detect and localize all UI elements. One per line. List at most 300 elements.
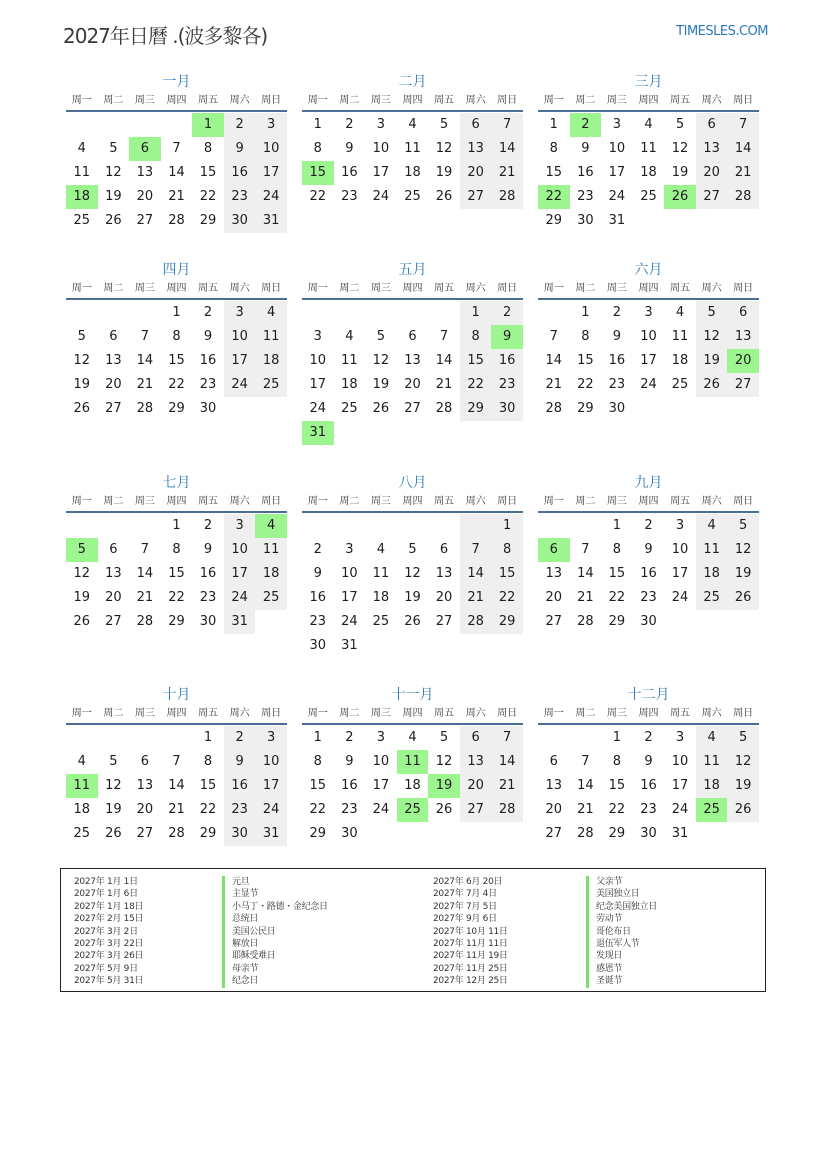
day-cell[interactable]: 31 (608, 213, 626, 228)
day-cell[interactable]: 2 (570, 113, 602, 137)
day-cell[interactable]: 20 (435, 590, 453, 605)
day-cell[interactable]: 15 (608, 566, 626, 581)
day-cell[interactable]: 1 (612, 730, 622, 745)
day-cell[interactable]: 1 (172, 518, 181, 533)
day-cell[interactable]: 18 (640, 165, 657, 180)
day-cell[interactable]: 23 (199, 377, 217, 392)
day-cell[interactable]: 10 (671, 542, 689, 557)
day-cell[interactable]: 10 (608, 141, 626, 156)
day-cell[interactable]: 8 (172, 329, 181, 344)
day-cell[interactable]: 12 (73, 566, 91, 581)
day-cell[interactable]: 21 (435, 377, 453, 392)
day-cell[interactable]: 27 (136, 826, 154, 841)
day-cell[interactable]: 11 (397, 750, 429, 774)
day-cell[interactable]: 7 (491, 113, 523, 137)
day-cell[interactable]: 9 (644, 542, 653, 557)
day-cell[interactable]: 21 (577, 802, 594, 817)
day-cell[interactable]: 29 (168, 614, 185, 629)
day-cell[interactable]: 27 (136, 213, 154, 228)
day-cell[interactable]: 3 (313, 329, 322, 344)
day-cell[interactable]: 15 (302, 161, 334, 185)
day-cell[interactable]: 15 (168, 353, 185, 368)
day-cell[interactable]: 31 (341, 638, 358, 653)
day-cell[interactable]: 31 (671, 826, 689, 841)
day-cell[interactable]: 20 (696, 161, 728, 185)
day-cell[interactable]: 29 (199, 213, 217, 228)
day-cell[interactable]: 21 (491, 161, 523, 185)
day-cell[interactable]: 9 (345, 141, 354, 156)
day-cell[interactable]: 10 (372, 754, 390, 769)
day-cell[interactable]: 1 (549, 117, 558, 132)
day-cell[interactable]: 26 (404, 614, 421, 629)
day-cell[interactable]: 24 (372, 189, 390, 204)
day-cell[interactable]: 25 (696, 586, 728, 610)
day-cell[interactable]: 29 (608, 614, 626, 629)
day-cell[interactable]: 18 (255, 349, 287, 373)
day-cell[interactable]: 8 (549, 141, 558, 156)
day-cell[interactable]: 28 (577, 826, 594, 841)
day-cell[interactable]: 13 (545, 778, 563, 793)
day-cell[interactable]: 24 (224, 586, 256, 610)
day-cell[interactable]: 23 (224, 185, 256, 209)
day-cell[interactable]: 30 (199, 401, 217, 416)
day-cell[interactable]: 22 (608, 802, 626, 817)
day-cell[interactable]: 7 (439, 329, 449, 344)
day-cell[interactable]: 6 (727, 301, 759, 325)
day-cell[interactable]: 5 (727, 726, 759, 750)
day-cell[interactable]: 6 (408, 329, 417, 344)
day-cell[interactable]: 23 (640, 590, 657, 605)
day-cell[interactable]: 31 (302, 421, 334, 445)
day-cell[interactable]: 2 (644, 518, 653, 533)
day-cell[interactable]: 3 (644, 305, 653, 320)
day-cell[interactable]: 26 (435, 802, 453, 817)
day-cell[interactable]: 11 (640, 141, 657, 156)
day-cell[interactable]: 25 (671, 377, 689, 392)
day-cell[interactable]: 4 (696, 514, 728, 538)
day-cell[interactable]: 11 (66, 774, 98, 798)
day-cell[interactable]: 13 (696, 137, 728, 161)
day-cell[interactable]: 18 (341, 377, 358, 392)
day-cell[interactable]: 28 (545, 401, 563, 416)
day-cell[interactable]: 7 (140, 542, 150, 557)
day-cell[interactable]: 28 (491, 798, 523, 822)
day-cell[interactable]: 9 (313, 566, 322, 581)
day-cell[interactable]: 16 (640, 778, 657, 793)
day-cell[interactable]: 11 (73, 165, 91, 180)
day-cell[interactable]: 11 (696, 750, 728, 774)
day-cell[interactable]: 8 (460, 325, 492, 349)
day-cell[interactable]: 5 (696, 301, 728, 325)
day-cell[interactable]: 17 (372, 778, 390, 793)
day-cell[interactable]: 28 (136, 401, 154, 416)
day-cell[interactable]: 18 (671, 353, 689, 368)
day-cell[interactable]: 5 (439, 117, 449, 132)
day-cell[interactable]: 23 (341, 189, 358, 204)
day-cell[interactable]: 10 (671, 754, 689, 769)
day-cell[interactable]: 14 (136, 353, 154, 368)
day-cell[interactable]: 27 (105, 401, 122, 416)
day-cell[interactable]: 26 (105, 826, 122, 841)
day-cell[interactable]: 21 (136, 377, 154, 392)
day-cell[interactable]: 12 (105, 165, 122, 180)
day-cell[interactable]: 19 (105, 189, 122, 204)
day-cell[interactable]: 16 (341, 165, 358, 180)
day-cell[interactable]: 18 (404, 778, 421, 793)
day-cell[interactable]: 6 (538, 538, 570, 562)
day-cell[interactable]: 12 (727, 538, 759, 562)
day-cell[interactable]: 9 (224, 137, 256, 161)
day-cell[interactable]: 5 (109, 754, 118, 769)
day-cell[interactable]: 26 (696, 373, 728, 397)
day-cell[interactable]: 23 (640, 802, 657, 817)
day-cell[interactable]: 20 (404, 377, 421, 392)
day-cell[interactable]: 13 (435, 566, 453, 581)
day-cell[interactable]: 24 (671, 590, 689, 605)
day-cell[interactable]: 27 (404, 401, 421, 416)
day-cell[interactable]: 26 (727, 586, 759, 610)
day-cell[interactable]: 7 (172, 141, 181, 156)
day-cell[interactable]: 29 (199, 826, 217, 841)
day-cell[interactable]: 14 (727, 137, 759, 161)
day-cell[interactable]: 17 (309, 377, 327, 392)
day-cell[interactable]: 4 (345, 329, 354, 344)
day-cell[interactable]: 12 (105, 778, 122, 793)
day-cell[interactable]: 17 (372, 165, 390, 180)
day-cell[interactable]: 2 (224, 113, 256, 137)
day-cell[interactable]: 2 (203, 518, 213, 533)
day-cell[interactable]: 17 (671, 778, 689, 793)
day-cell[interactable]: 28 (168, 213, 185, 228)
day-cell[interactable]: 5 (727, 514, 759, 538)
day-cell[interactable]: 18 (696, 774, 728, 798)
day-cell[interactable]: 10 (640, 329, 657, 344)
day-cell[interactable]: 24 (224, 373, 256, 397)
day-cell[interactable]: 15 (577, 353, 594, 368)
day-cell[interactable]: 2 (612, 305, 622, 320)
day-cell[interactable]: 21 (168, 802, 185, 817)
day-cell[interactable]: 28 (491, 185, 523, 209)
day-cell[interactable]: 8 (172, 542, 181, 557)
day-cell[interactable]: 23 (577, 189, 594, 204)
day-cell[interactable]: 27 (545, 826, 563, 841)
day-cell[interactable]: 4 (255, 301, 287, 325)
day-cell[interactable]: 28 (460, 610, 492, 634)
day-cell[interactable]: 23 (199, 590, 217, 605)
day-cell[interactable]: 30 (224, 822, 256, 846)
day-cell[interactable]: 5 (66, 538, 98, 562)
day-cell[interactable]: 1 (313, 730, 322, 745)
day-cell[interactable]: 14 (577, 566, 594, 581)
day-cell[interactable]: 24 (341, 614, 358, 629)
day-cell[interactable]: 8 (612, 754, 622, 769)
day-cell[interactable]: 25 (696, 798, 728, 822)
day-cell[interactable]: 10 (224, 325, 256, 349)
day-cell[interactable]: 1 (581, 305, 590, 320)
day-cell[interactable]: 18 (372, 590, 390, 605)
day-cell[interactable]: 19 (73, 377, 91, 392)
day-cell[interactable]: 5 (376, 329, 386, 344)
day-cell[interactable]: 22 (538, 185, 570, 209)
day-cell[interactable]: 1 (172, 305, 181, 320)
day-cell[interactable]: 23 (309, 614, 327, 629)
day-cell[interactable]: 5 (408, 542, 417, 557)
day-cell[interactable]: 20 (105, 590, 122, 605)
day-cell[interactable]: 5 (675, 117, 685, 132)
day-cell[interactable]: 18 (404, 165, 421, 180)
day-cell[interactable]: 27 (460, 798, 492, 822)
day-cell[interactable]: 3 (224, 514, 256, 538)
day-cell[interactable]: 22 (309, 189, 327, 204)
day-cell[interactable]: 28 (168, 826, 185, 841)
day-cell[interactable]: 5 (109, 141, 118, 156)
day-cell[interactable]: 6 (109, 542, 118, 557)
day-cell[interactable]: 4 (675, 305, 685, 320)
day-cell[interactable]: 18 (73, 802, 91, 817)
day-cell[interactable]: 19 (105, 802, 122, 817)
day-cell[interactable]: 1 (612, 518, 622, 533)
day-cell[interactable]: 12 (404, 566, 421, 581)
day-cell[interactable]: 21 (577, 590, 594, 605)
day-cell[interactable]: 12 (435, 141, 453, 156)
day-cell[interactable]: 29 (545, 213, 563, 228)
day-cell[interactable]: 30 (608, 401, 626, 416)
day-cell[interactable]: 24 (255, 185, 287, 209)
day-cell[interactable]: 21 (727, 161, 759, 185)
day-cell[interactable]: 16 (577, 165, 594, 180)
day-cell[interactable]: 20 (460, 774, 492, 798)
day-cell[interactable]: 16 (608, 353, 626, 368)
day-cell[interactable]: 20 (727, 349, 759, 373)
day-cell[interactable]: 15 (309, 778, 327, 793)
day-cell[interactable]: 7 (491, 726, 523, 750)
day-cell[interactable]: 16 (224, 161, 256, 185)
day-cell[interactable]: 14 (460, 562, 492, 586)
day-cell[interactable]: 28 (435, 401, 453, 416)
day-cell[interactable]: 19 (372, 377, 390, 392)
day-cell[interactable]: 16 (640, 566, 657, 581)
day-cell[interactable]: 9 (224, 750, 256, 774)
day-cell[interactable]: 22 (168, 377, 185, 392)
day-cell[interactable]: 6 (439, 542, 449, 557)
day-cell[interactable]: 26 (73, 401, 91, 416)
day-cell[interactable]: 11 (671, 329, 689, 344)
day-cell[interactable]: 22 (199, 189, 217, 204)
day-cell[interactable]: 3 (675, 518, 685, 533)
day-cell[interactable]: 19 (404, 590, 421, 605)
day-cell[interactable]: 15 (491, 562, 523, 586)
day-cell[interactable]: 26 (664, 185, 696, 209)
day-cell[interactable]: 27 (435, 614, 453, 629)
day-cell[interactable]: 27 (727, 373, 759, 397)
day-cell[interactable]: 11 (404, 141, 421, 156)
day-cell[interactable]: 22 (608, 590, 626, 605)
brand-logo[interactable]: TIMESLES.COM (676, 24, 768, 39)
day-cell[interactable]: 26 (372, 401, 390, 416)
day-cell[interactable]: 4 (644, 117, 653, 132)
day-cell[interactable]: 8 (203, 141, 213, 156)
day-cell[interactable]: 28 (136, 614, 154, 629)
day-cell[interactable]: 22 (199, 802, 217, 817)
day-cell[interactable]: 15 (608, 778, 626, 793)
day-cell[interactable]: 20 (545, 590, 563, 605)
day-cell[interactable]: 12 (696, 325, 728, 349)
day-cell[interactable]: 5 (439, 730, 449, 745)
day-cell[interactable]: 1 (192, 113, 224, 137)
day-cell[interactable]: 16 (224, 774, 256, 798)
day-cell[interactable]: 21 (491, 774, 523, 798)
day-cell[interactable]: 25 (255, 373, 287, 397)
day-cell[interactable]: 29 (491, 610, 523, 634)
day-cell[interactable]: 2 (224, 726, 256, 750)
day-cell[interactable]: 16 (491, 349, 523, 373)
day-cell[interactable]: 5 (77, 329, 86, 344)
day-cell[interactable]: 18 (696, 562, 728, 586)
day-cell[interactable]: 16 (199, 353, 217, 368)
day-cell[interactable]: 2 (491, 301, 523, 325)
day-cell[interactable]: 13 (105, 353, 122, 368)
day-cell[interactable]: 16 (341, 778, 358, 793)
day-cell[interactable]: 2 (313, 542, 322, 557)
day-cell[interactable]: 15 (168, 566, 185, 581)
day-cell[interactable]: 29 (577, 401, 594, 416)
day-cell[interactable]: 14 (136, 566, 154, 581)
day-cell[interactable]: 9 (203, 542, 213, 557)
day-cell[interactable]: 17 (255, 774, 287, 798)
day-cell[interactable]: 6 (109, 329, 118, 344)
day-cell[interactable]: 13 (460, 750, 492, 774)
day-cell[interactable]: 30 (577, 213, 594, 228)
day-cell[interactable]: 8 (491, 538, 523, 562)
day-cell[interactable]: 25 (73, 213, 91, 228)
day-cell[interactable]: 19 (435, 165, 453, 180)
day-cell[interactable]: 12 (435, 754, 453, 769)
day-cell[interactable]: 3 (675, 730, 685, 745)
day-cell[interactable]: 26 (73, 614, 91, 629)
day-cell[interactable]: 29 (309, 826, 327, 841)
day-cell[interactable]: 7 (581, 754, 590, 769)
day-cell[interactable]: 2 (345, 730, 354, 745)
day-cell[interactable]: 18 (66, 185, 98, 209)
day-cell[interactable]: 14 (577, 778, 594, 793)
day-cell[interactable]: 14 (168, 165, 185, 180)
day-cell[interactable]: 17 (608, 165, 626, 180)
day-cell[interactable]: 22 (309, 802, 327, 817)
day-cell[interactable]: 22 (460, 373, 492, 397)
day-cell[interactable]: 8 (313, 141, 322, 156)
day-cell[interactable]: 16 (309, 590, 327, 605)
day-cell[interactable]: 31 (224, 610, 256, 634)
day-cell[interactable]: 6 (549, 754, 558, 769)
day-cell[interactable]: 20 (460, 161, 492, 185)
day-cell[interactable]: 29 (460, 397, 492, 421)
day-cell[interactable]: 11 (696, 538, 728, 562)
day-cell[interactable]: 26 (105, 213, 122, 228)
day-cell[interactable]: 30 (640, 826, 657, 841)
day-cell[interactable]: 13 (460, 137, 492, 161)
day-cell[interactable]: 4 (696, 726, 728, 750)
day-cell[interactable]: 21 (168, 189, 185, 204)
day-cell[interactable]: 31 (255, 822, 287, 846)
day-cell[interactable]: 9 (581, 141, 590, 156)
day-cell[interactable]: 25 (397, 798, 429, 822)
day-cell[interactable]: 30 (309, 638, 327, 653)
day-cell[interactable]: 2 (644, 730, 653, 745)
day-cell[interactable]: 17 (224, 562, 256, 586)
day-cell[interactable]: 25 (404, 189, 421, 204)
day-cell[interactable]: 14 (435, 353, 453, 368)
day-cell[interactable]: 23 (491, 373, 523, 397)
day-cell[interactable]: 2 (203, 305, 213, 320)
day-cell[interactable]: 30 (341, 826, 358, 841)
day-cell[interactable]: 10 (372, 141, 390, 156)
day-cell[interactable]: 25 (73, 826, 91, 841)
day-cell[interactable]: 24 (640, 377, 657, 392)
day-cell[interactable]: 6 (140, 754, 150, 769)
day-cell[interactable]: 24 (671, 802, 689, 817)
day-cell[interactable]: 7 (460, 538, 492, 562)
day-cell[interactable]: 10 (255, 750, 287, 774)
day-cell[interactable]: 15 (199, 165, 217, 180)
day-cell[interactable]: 3 (376, 730, 386, 745)
day-cell[interactable]: 3 (224, 301, 256, 325)
day-cell[interactable]: 1 (491, 514, 523, 538)
day-cell[interactable]: 10 (309, 353, 327, 368)
day-cell[interactable]: 9 (203, 329, 213, 344)
day-cell[interactable]: 12 (727, 750, 759, 774)
day-cell[interactable]: 19 (428, 774, 460, 798)
day-cell[interactable]: 8 (581, 329, 590, 344)
day-cell[interactable]: 4 (408, 730, 417, 745)
day-cell[interactable]: 24 (255, 798, 287, 822)
day-cell[interactable]: 17 (671, 566, 689, 581)
day-cell[interactable]: 22 (168, 590, 185, 605)
day-cell[interactable]: 13 (105, 566, 122, 581)
day-cell[interactable]: 1 (460, 301, 492, 325)
day-cell[interactable]: 29 (168, 401, 185, 416)
day-cell[interactable]: 15 (460, 349, 492, 373)
day-cell[interactable]: 14 (491, 750, 523, 774)
day-cell[interactable]: 22 (491, 586, 523, 610)
day-cell[interactable]: 23 (224, 798, 256, 822)
day-cell[interactable]: 2 (345, 117, 354, 132)
day-cell[interactable]: 20 (136, 189, 154, 204)
day-cell[interactable]: 26 (727, 798, 759, 822)
day-cell[interactable]: 12 (73, 353, 91, 368)
day-cell[interactable]: 10 (341, 566, 358, 581)
day-cell[interactable]: 4 (408, 117, 417, 132)
day-cell[interactable]: 23 (341, 802, 358, 817)
day-cell[interactable]: 15 (199, 778, 217, 793)
day-cell[interactable]: 25 (640, 189, 657, 204)
day-cell[interactable]: 28 (727, 185, 759, 209)
day-cell[interactable]: 17 (640, 353, 657, 368)
day-cell[interactable]: 7 (727, 113, 759, 137)
day-cell[interactable]: 18 (255, 562, 287, 586)
day-cell[interactable]: 9 (644, 754, 653, 769)
day-cell[interactable]: 15 (545, 165, 563, 180)
day-cell[interactable]: 12 (671, 141, 689, 156)
day-cell[interactable]: 3 (345, 542, 354, 557)
day-cell[interactable]: 25 (341, 401, 358, 416)
day-cell[interactable]: 28 (577, 614, 594, 629)
day-cell[interactable]: 6 (460, 726, 492, 750)
day-cell[interactable]: 25 (372, 614, 390, 629)
day-cell[interactable]: 3 (255, 113, 287, 137)
day-cell[interactable]: 31 (255, 209, 287, 233)
day-cell[interactable]: 19 (671, 165, 689, 180)
day-cell[interactable]: 19 (696, 349, 728, 373)
